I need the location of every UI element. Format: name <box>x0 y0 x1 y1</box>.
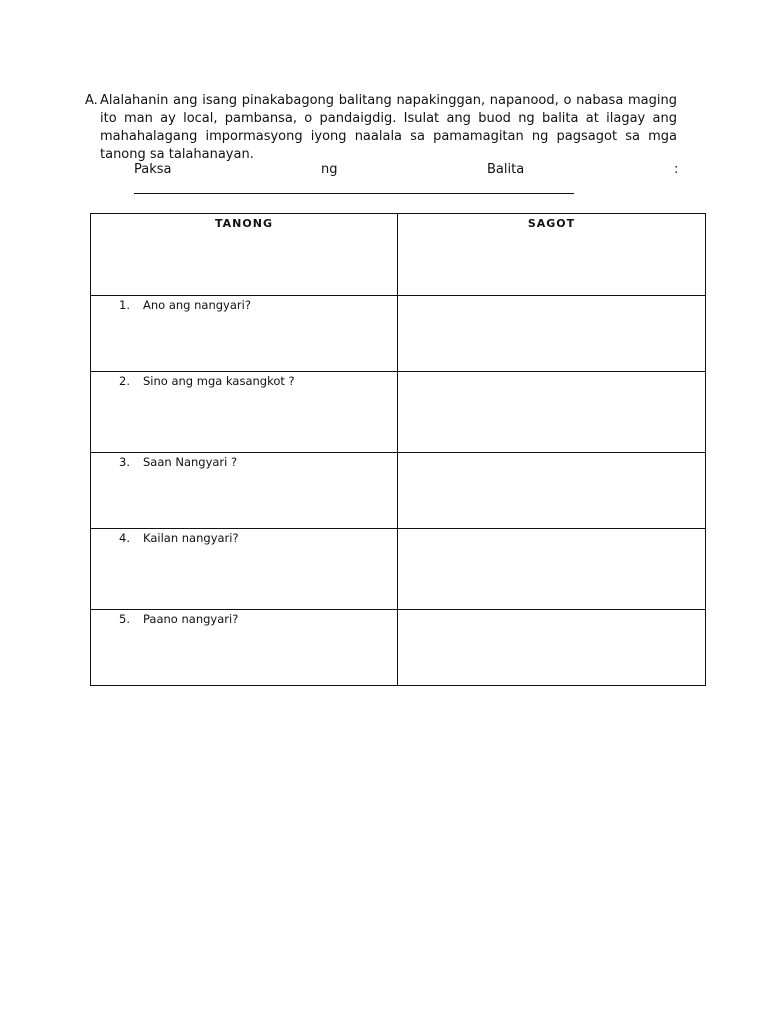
question-answer-table <box>90 213 706 686</box>
question-text: Paano nangyari? <box>143 612 239 626</box>
answer-cell[interactable] <box>398 529 706 610</box>
table-row <box>91 529 706 610</box>
topic-colon: : <box>674 162 679 177</box>
item-marker: A. <box>85 93 98 108</box>
question-text: Saan Nangyari ? <box>143 455 238 469</box>
answer-cell[interactable] <box>398 453 706 529</box>
table-row <box>91 453 706 529</box>
question-number: 3. <box>119 455 130 469</box>
table-header-row <box>91 214 706 296</box>
topic-word-balita: Balita <box>487 162 525 177</box>
question-number: 1. <box>119 298 130 312</box>
table-row <box>91 372 706 453</box>
topic-word-ng: ng <box>321 162 338 177</box>
header-question: TANONG <box>91 214 398 296</box>
question-number: 5. <box>119 612 130 626</box>
answer-cell[interactable] <box>398 372 706 453</box>
question-number: 2. <box>119 374 130 388</box>
topic-answer-line[interactable] <box>134 193 574 194</box>
question-text: Sino ang mga kasangkot ? <box>143 374 295 388</box>
topic-line <box>134 162 680 182</box>
question-text: Ano ang nangyari? <box>143 298 251 312</box>
instructions-text: Alalahanin ang isang pinakabagong balitang napakinggan, napanood, o nabasa maging ito man ay local, pambansa, o pandaigdig. Isulat ang buod ng balita at ilagay ang mahahalagang impormasyong iyong naalala sa pamamagitan ng pagsagot sa mga tanong sa talahanayan. <box>100 93 677 162</box>
question-number: 4. <box>119 531 130 545</box>
topic-word-paksa: Paksa <box>134 162 172 177</box>
question-cell <box>91 296 398 372</box>
question-cell <box>91 610 398 686</box>
table-row <box>91 296 706 372</box>
header-answer: SAGOT <box>398 214 706 296</box>
question-cell <box>91 529 398 610</box>
answer-cell[interactable] <box>398 610 706 686</box>
answer-cell[interactable] <box>398 296 706 372</box>
question-text: Kailan nangyari? <box>143 531 239 545</box>
question-cell <box>91 372 398 453</box>
instructions-paragraph <box>85 92 677 164</box>
question-cell <box>91 453 398 529</box>
table-row <box>91 610 706 686</box>
